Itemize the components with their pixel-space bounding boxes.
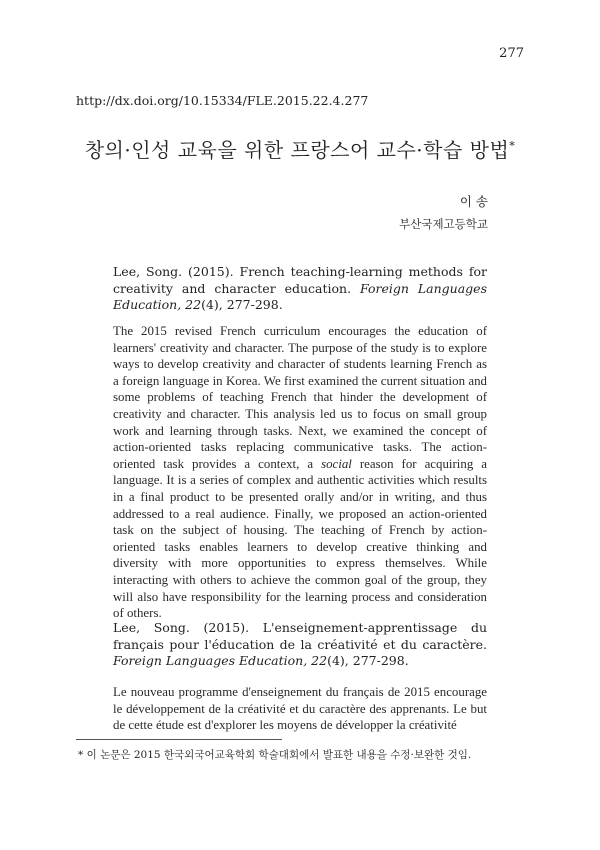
author-name: 이 송 (459, 194, 488, 209)
author-affiliation: 부산국제고등학교 (399, 217, 488, 231)
footnote-divider (76, 739, 282, 740)
reference-english (113, 264, 487, 314)
reference-english-prefix: Lee, Song. (2015). French teaching-learning methods for creativity and character education. (113, 264, 487, 296)
doi-link[interactable]: http://dx.doi.org/10.15334/FLE.2015.22.4.277 (76, 93, 369, 108)
reference-french-suffix: (4), 277-298. (327, 653, 409, 668)
paper-title (0, 134, 600, 163)
footnote: * 이 논문은 2015 한국외국어교육학회 학술대회에서 발표한 내용을 수정·보완한 것임. (78, 749, 472, 761)
abstract-french: Le nouveau programme d'enseignement du français de 2015 encourage le développement de la créativité et du caractère des apprenants. Le but de cette étude est d'explorer les moyens de développer la créativité (113, 685, 487, 733)
reference-french-journal: Foreign Languages Education, 22 (113, 653, 328, 668)
reference-french-prefix: Lee, Song. (2015). L'enseignement-apprentissage du français pour l'éducation de la créativité et du caractère. (113, 620, 487, 652)
page-number: 277 (499, 46, 524, 61)
abstract-english-part2: reason for acquiring a language. It is a series of complex and authentic activities which results in a final product to be presented orally and/or in writing, and thus addressed to a real audience. Finally, we proposed an action-oriented task on the subject of housing. The teaching of French by action-oriented tasks enables learners to develop creative thinking and diversity with more opportunities to express themselves. While interacting with others to achieve the common goal of the group, they will also have responsibility for the learning process and consideration of others. (113, 456, 487, 621)
abstract-english (113, 323, 487, 622)
reference-french (113, 620, 487, 670)
abstract-english-part1: The 2015 revised French curriculum encourages the education of learners' creativity and character. The purpose of the study is to explore ways to develop creativity and character of students learning French as a foreign language in Korea. We first examined the current situation and some problems of teaching French that hinder the development of creativity and character. This analysis led us to focus on small group work and learning through tasks. Next, we examined the concept of action-oriented tasks replacing communicative tasks. The action-oriented task provides a context, a (113, 324, 487, 471)
reference-english-journal: Foreign Languages Education, 22 (113, 280, 487, 312)
reference-english-suffix: (4), 277-298. (201, 297, 283, 312)
title-text: 창의·인성 교육을 위한 프랑스어 교수·학습 방법 (84, 138, 510, 162)
abstract-english-italic: social (321, 456, 352, 471)
title-footnote-mark: * (509, 139, 516, 153)
